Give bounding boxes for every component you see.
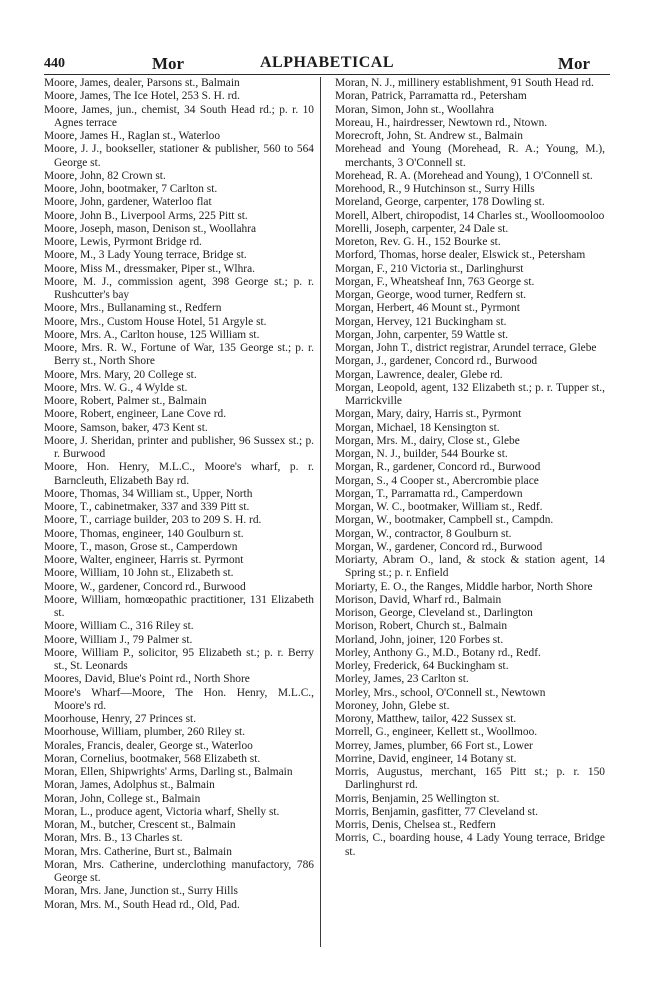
directory-entry: Morley, James, 23 Carlton st. xyxy=(335,673,469,686)
directory-entry: Moreland, George, carpenter, 178 Dowling st. xyxy=(335,196,545,209)
left-guide-word: Mor xyxy=(152,54,185,73)
directory-entry: Moran, Ellen, Shipwrights' Arms, Darling st., Balmain xyxy=(44,766,293,778)
directory-entry: Morford, Thomas, horse dealer, Elswick st., Petersham xyxy=(335,249,586,262)
directory-entry: Morgan, W., gardener, Concord rd., Burwood xyxy=(335,540,543,553)
directory-entry: Moran, Simon, John st., Woollahra xyxy=(335,103,494,116)
directory-entry: Moran, Mrs. Jane, Junction st., Surry Hills xyxy=(44,885,238,898)
directory-entry: Moore, Robert, Palmer st., Balmain xyxy=(44,395,207,407)
directory-entry: Moore, William P., solicitor, 95 Elizabeth st.; p. r. Berry st., St. Leonards xyxy=(44,646,314,672)
directory-entry: Moore's Wharf—Moore, The Hon. Henry, M.L.C., Moore's rd. xyxy=(44,686,314,712)
directory-entry: Morrey, James, plumber, 66 Fort st., Lower xyxy=(335,739,533,752)
directory-entry: Moore, Mrs. Mary, 20 College st. xyxy=(44,368,197,381)
directory-entry: Moore, J. J., bookseller, stationer & publisher, 560 to 564 George st. xyxy=(44,143,314,169)
directory-entry: Moriarty, Abram O., land, & stock & station agent, 14 Spring st.; p. r. Enfield xyxy=(335,554,605,580)
directory-entry: Morgan, S., 4 Cooper st., Abercrombie place xyxy=(335,474,539,487)
directory-entry: Morris, Benjamin, gasfitter, 77 Cleveland st. xyxy=(335,805,538,818)
directory-entry: Moore, T., cabinetmaker, 337 and 339 Pitt st. xyxy=(44,501,250,513)
directory-entry: Moreau, H., hairdresser, Newtown rd., Ntown. xyxy=(335,116,548,129)
directory-entry: Moran, Patrick, Parramatta rd., Petersham xyxy=(335,90,527,103)
directory-entry: Morison, David, Wharf rd., Balmain xyxy=(335,593,502,606)
directory-entry: Moore, Samson, baker, 473 Kent st. xyxy=(44,421,208,434)
directory-entry: Morgan, N. J., builder, 544 Bourke st. xyxy=(335,448,508,460)
directory-entry: Morgan, Lawrence, dealer, Glebe rd. xyxy=(335,368,503,381)
directory-entry: Moore, William C., 316 Riley st. xyxy=(44,620,194,633)
directory-entry: Moore, John B., Liverpool Arms, 225 Pitt st. xyxy=(44,209,248,222)
directory-entry: Morgan, Herbert, 46 Mount st., Pyrmont xyxy=(335,302,520,315)
directory-entry: Morrine, David, engineer, 14 Botany st. xyxy=(335,752,517,765)
directory-entry: Moran, N. J., millinery establishment, 91 South Head rd. xyxy=(335,77,594,89)
right-guide-word: Mor xyxy=(557,54,590,73)
directory-entry: Moore, William, homœopathic practitioner, 131 Elizabeth st. xyxy=(44,593,314,619)
directory-entry: Morgan, T., Parramatta rd., Camperdown xyxy=(335,487,523,500)
directory-entry: Moore, Hon. Henry, M.L.C., Moore's wharf, p. r. Barncleuth, Elizabeth Bay rd. xyxy=(44,461,314,487)
left-column xyxy=(44,77,314,947)
directory-entry: Morgan, Leopold, agent, 132 Elizabeth st.; p. r. Tupper st., Marrickville xyxy=(335,381,605,407)
directory-entry: Moore, James, jun., chemist, 34 South Head rd.; p. r. 10 Agnes terrace xyxy=(44,103,314,129)
directory-entry: Morgan, W., bootmaker, Campbell st., Campdn. xyxy=(335,514,554,527)
directory-entry: Moore, Mrs. A., Carlton house, 125 William st. xyxy=(44,328,260,341)
directory-entry: Moores, David, Blue's Point rd., North Shore xyxy=(44,673,250,686)
directory-entry: Moore, Mrs., Custom House Hotel, 51 Argyle st. xyxy=(44,315,267,328)
directory-entry: Morris, Augustus, merchant, 165 Pitt st.; p. r. 150 Darlinghurst rd. xyxy=(335,766,605,792)
directory-entry: Moriarty, E. O., the Ranges, Middle harbor, North Shore xyxy=(335,580,593,593)
directory-entry: Moran, L., produce agent, Victoria wharf, Shelly st. xyxy=(44,805,280,818)
directory-entry: Morgan, J., gardener, Concord rd., Burwood xyxy=(335,355,538,368)
directory-entry: Moore, T., carriage builder, 203 to 209 S. H. rd. xyxy=(44,514,262,527)
directory-entry: Moore, John, gardener, Waterloo flat xyxy=(44,196,212,209)
directory-columns xyxy=(44,77,610,947)
right-column xyxy=(335,77,605,947)
directory-entry: Moore, Thomas, 34 William st., Upper, North xyxy=(44,487,253,500)
directory-entry: Moorhouse, William, plumber, 260 Riley st. xyxy=(44,726,246,739)
directory-entry: Moore, Mrs. R. W., Fortune of War, 135 George st.; p. r. Berry st., North Shore xyxy=(44,342,314,368)
directory-entry: Moran, M., butcher, Crescent st., Balmain xyxy=(44,819,236,831)
directory-entry: Moran, Mrs. Catherine, Burt st., Balmain xyxy=(44,845,232,858)
directory-entry: Moore, M. J., commission agent, 398 George st.; p. r. Rushcutter's bay xyxy=(44,275,314,301)
directory-entry: Moorhouse, Henry, 27 Princes st. xyxy=(44,713,197,725)
directory-entry: Morland, John, joiner, 120 Forbes st. xyxy=(335,633,504,646)
directory-entry: Morales, Francis, dealer, George st., Waterloo xyxy=(44,739,253,752)
directory-entry: Morehead and Young (Morehead, R. A.; Young, M.), merchants, 3 O'Connell st. xyxy=(335,143,605,169)
directory-entry: Morison, Robert, Church st., Balmain xyxy=(335,620,508,633)
directory-entry: Morison, George, Cleveland st., Darlington xyxy=(335,607,533,619)
directory-entry: Moran, Mrs. Catherine, underclothing manufactory, 786 George st. xyxy=(44,858,314,884)
directory-entry: Moore, Mrs. W. G., 4 Wylde st. xyxy=(44,381,188,394)
directory-entry: Moore, Thomas, engineer, 140 Goulburn st. xyxy=(44,527,244,540)
directory-entry: Moran, James, Adolphus st., Balmain xyxy=(44,779,215,792)
directory-entry: Moreton, Rev. G. H., 152 Bourke st. xyxy=(335,236,501,248)
directory-entry: Moore, James, dealer, Parsons st., Balmain xyxy=(44,77,240,89)
directory-entry: Moore, John, 82 Crown st. xyxy=(44,169,166,182)
directory-entry: Morgan, John T., district registrar, Arundel terrace, Glebe xyxy=(335,342,597,354)
directory-entry: Morgan, George, wood turner, Redfern st. xyxy=(335,289,527,301)
directory-entry: Morris, C., boarding house, 4 Lady Young terrace, Bridge st. xyxy=(335,832,605,858)
directory-entry: Morgan, Michael, 18 Kensington st. xyxy=(335,421,500,434)
directory-entry: Moran, Mrs. M., South Head rd., Old, Pad. xyxy=(44,898,240,911)
directory-entry: Moore, James, The Ice Hotel, 253 S. H. rd. xyxy=(44,90,240,103)
directory-entry: Moore, William J., 79 Palmer st. xyxy=(44,633,193,646)
directory-entry: Morley, Anthony G., M.D., Botany rd., Redf. xyxy=(335,646,541,659)
directory-entry: Moore, W., gardener, Concord rd., Burwood xyxy=(44,580,246,593)
page-header xyxy=(44,46,610,75)
directory-entry: Moran, John, College st., Balmain xyxy=(44,792,201,805)
column-divider xyxy=(320,77,321,947)
directory-entry: Morgan, W., contractor, 8 Goulburn st. xyxy=(335,527,512,540)
directory-entry: Moore, William, 10 John st., Elizabeth st. xyxy=(44,567,234,580)
directory-entry: Morgan, W. C., bootmaker, William st., Redf. xyxy=(335,501,543,513)
directory-entry: Morehood, R., 9 Hutchinson st., Surry Hills xyxy=(335,183,535,195)
directory-entry: Moore, Joseph, mason, Denison st., Woollahra xyxy=(44,222,257,235)
directory-entry: Morgan, R., gardener, Concord rd., Burwood xyxy=(335,461,541,474)
directory-entry: Moore, J. Sheridan, printer and publisher, 96 Sussex st.; p. r. Burwood xyxy=(44,434,314,460)
directory-entry: Morehead, R. A. (Morehead and Young), 1 O'Connell st. xyxy=(335,169,593,182)
directory-entry: Morris, Denis, Chelsea st., Redfern xyxy=(335,819,496,831)
directory-entry: Morgan, John, carpenter, 59 Wattle st. xyxy=(335,328,509,341)
directory-entry: Moran, Cornelius, bootmaker, 568 Elizabeth st. xyxy=(44,752,261,765)
directory-entry: Moore, M., 3 Lady Young terrace, Bridge st. xyxy=(44,249,247,262)
directory-entry: Morgan, Mary, dairy, Harris st., Pyrmont xyxy=(335,408,522,421)
directory-entry: Morecroft, John, St. Andrew st., Balmain xyxy=(335,130,523,142)
directory-entry: Moran, Mrs. B., 13 Charles st. xyxy=(44,832,183,845)
directory-entry: Morris, Benjamin, 25 Wellington st. xyxy=(335,792,500,805)
directory-entry: Morley, Frederick, 64 Buckingham st. xyxy=(335,660,509,672)
directory-entry: Morgan, Hervey, 121 Buckingham st. xyxy=(335,315,507,328)
directory-entry: Morell, Albert, chiropodist, 14 Charles st., Woolloomooloo xyxy=(335,209,605,222)
directory-entry: Morony, Matthew, tailor, 422 Sussex st. xyxy=(335,713,517,725)
directory-entry: Moore, John, bootmaker, 7 Carlton st. xyxy=(44,183,218,195)
directory-entry: Moore, Miss M., dressmaker, Piper st., Wlhra. xyxy=(44,262,255,275)
directory-entry: Moore, Lewis, Pyrmont Bridge rd. xyxy=(44,236,202,248)
page-number: 440 xyxy=(44,56,65,71)
directory-entry: Moore, Mrs., Bullanaming st., Redfern xyxy=(44,302,222,315)
directory-entry: Moore, James H., Raglan st., Waterloo xyxy=(44,130,221,142)
directory-entry: Morgan, F., Wheatsheaf Inn, 763 George st. xyxy=(335,275,535,288)
directory-entry: Morgan, F., 210 Victoria st., Darlinghurst xyxy=(335,262,524,275)
directory-entry: Morelli, Joseph, carpenter, 24 Dale st. xyxy=(335,222,509,235)
directory-entry: Moroney, John, Glebe st. xyxy=(335,699,450,712)
directory-entry: Morrell, G., engineer, Kellett st., Woollmoo. xyxy=(335,726,538,739)
page-title: ALPHABETICAL xyxy=(259,54,395,71)
directory-entry: Morley, Mrs., school, O'Connell st., Newtown xyxy=(335,686,546,699)
directory-entry: Moore, Robert, engineer, Lane Cove rd. xyxy=(44,408,227,421)
directory-entry: Moore, Walter, engineer, Harris st. Pyrmont xyxy=(44,554,244,566)
directory-entry: Morgan, Mrs. M., dairy, Close st., Glebe xyxy=(335,434,520,447)
directory-entry: Moore, T., mason, Grose st., Camperdown xyxy=(44,540,238,553)
